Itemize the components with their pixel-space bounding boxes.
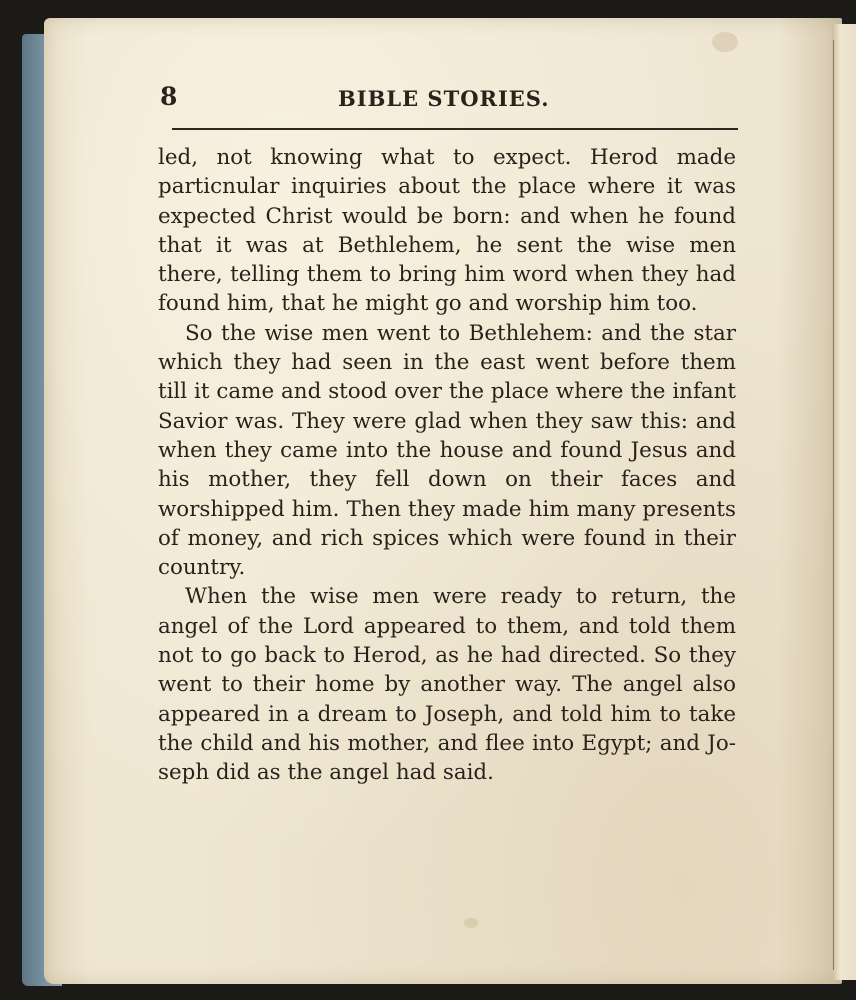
paragraph: led, not knowing what to expect. Herod made particnular inquiries about the place where it was expected Christ would be born: and when he found that it was at Bethlehem, he sent the wise men there, telling them to bring him word when they had found him, that he might go and worship him too. bbox=[158, 145, 736, 317]
gutter-fold-line bbox=[833, 40, 834, 970]
page-gutter bbox=[832, 24, 856, 980]
paragraph: When the wise men were ready to return, the angel of the Lord appeared to them, and told them not to go back to Herod, as he had directed. So they went to their home by another way. The angel also appeared in a dream to Joseph, and told him to take the child and his mother, and flee into Egypt; and Joseph did as the angel had said. bbox=[158, 584, 736, 786]
foxing-spot bbox=[464, 918, 478, 928]
page-body bbox=[158, 143, 736, 788]
foxing-spot bbox=[712, 32, 738, 52]
paragraph: So the wise men went to Bethlehem: and the star which they had seen in the east went before them till it came and stood over the place where the infant Savior was. They were glad when they saw this: and when they came into the house and found Jesus and his mother, they fell down on their faces and worshipped him. Then they made him many presents of money, and rich spices which were found in their country. bbox=[158, 320, 736, 581]
page-number: 8 bbox=[160, 82, 178, 111]
header-rule bbox=[172, 128, 738, 130]
running-header bbox=[160, 82, 740, 122]
running-title: BIBLE STORIES. bbox=[338, 86, 550, 111]
